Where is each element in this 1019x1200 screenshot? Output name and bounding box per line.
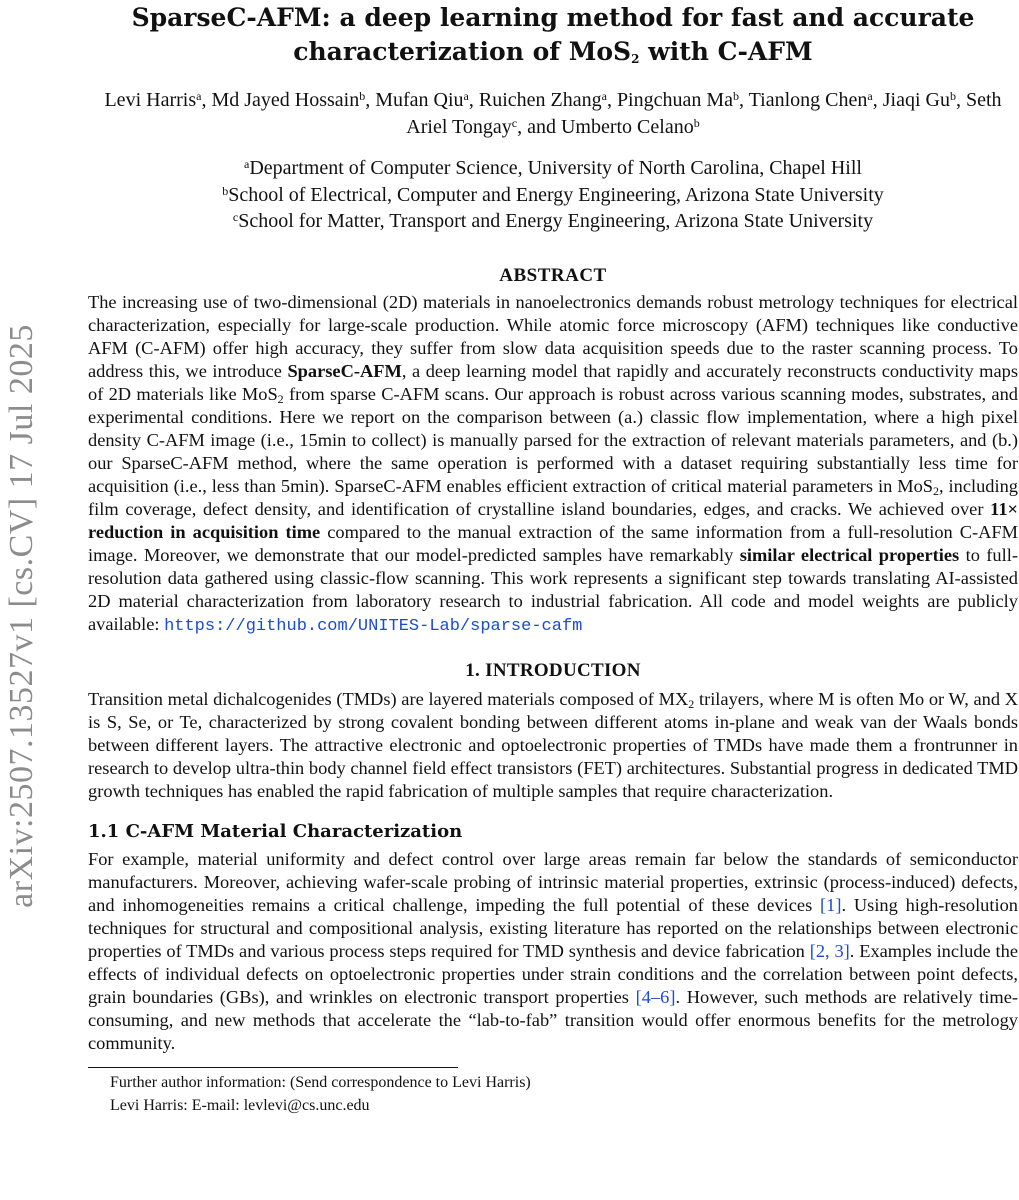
citation-link[interactable]: [4–6]	[635, 986, 676, 1007]
author-separator: ,	[201, 89, 212, 111]
author-affiliation-mark: a	[196, 89, 202, 103]
arxiv-watermark	[0, 0, 44, 1200]
author-affiliation-mark: a	[601, 89, 607, 103]
title-line-1: SparseC-AFM: a deep learning method for fast and accurate	[131, 3, 975, 32]
author-separator: , and	[517, 116, 561, 138]
affiliation-list	[88, 155, 1018, 235]
affiliation-text: Department of Computer Science, University of North Carolina, Chapel Hill	[249, 157, 862, 179]
subsection-heading: 1.1 C-AFM Material Characterization	[88, 820, 463, 842]
author-name: Ruichen Zhang	[478, 89, 602, 111]
author-separator: ,	[739, 89, 749, 111]
author-name: Tianlong Chen	[748, 89, 868, 111]
citation-link[interactable]: [2, 3]	[809, 940, 850, 961]
author-name: Jiaqi Gu	[882, 89, 950, 111]
abstract-text: The increasing use of two-dimensional (2D) materials in nanoelectronics demands robust metrology techniques for electrical characterization, especially for large-scale production. While atomic force microscopy (AFM) techniques like conductive AFM (C-AFM) offer high accuracy, they suffer from slow data acquisition speeds due to the raster scanning process. To address this, we introduce SparseC-AFM, a deep learning model that rapidly and accurately reconstructs conductivity maps of 2D materials like MoS$_2$ from sparse C-AFM scans. Our approach is robust across various scanning modes, substrates, and experimental conditions. Here we report on the comparison between (a.) classic flow implementation, where a high pixel density C-AFM image (i.e., 15min to collect) is manually parsed for the extraction of relevant materials parameters, and (b.) our SparseC-AFM method, where the same operation is performed with a dataset requiring substantially less time for acquisition (i.e., less than 5min). SparseC-AFM enables efficient extraction of critical material parameters in MoS$_2$, including film coverage, defect density, and identification of crystalline island boundaries, edges, and cracks. We achieved over 11× reduction in acquisition time compared to the manual extraction of the same information from a full-resolution C-AFM image. Moreover, we demonstrate that our model-predicted samples have remarkably similar electrical properties to full-resolution data gathered using classic-flow scanning. This work represents a significant step towards translating AI-assisted 2D material characterization from laboratory research to industrial fabrication. All code and model weights are publicly available: https://github.com/UNITES-Lab/sparse-cafm	[88, 291, 1019, 636]
footnote-divider	[88, 1067, 458, 1068]
author-separator: ,	[872, 89, 883, 111]
paper-page	[88, 0, 1018, 1117]
paper-title	[88, 1, 1018, 69]
author-affiliation-mark: b	[693, 116, 700, 130]
author-separator: ,	[606, 89, 617, 111]
author-name: Mufan Qiu	[375, 89, 464, 111]
affiliation-mark: c	[232, 210, 239, 224]
author-name: Seth Ariel Tongay	[406, 89, 1002, 138]
affiliation-mark: a	[244, 157, 250, 171]
affiliation-line	[88, 155, 1018, 182]
author-affiliation-mark: b	[949, 89, 956, 103]
affiliation-line	[88, 182, 1018, 209]
title-text-end: with C-AFM	[639, 37, 813, 66]
affiliation-mark: b	[222, 183, 229, 198]
author-affiliation-mark: a	[463, 89, 469, 103]
affiliation-text: School for Matter, Transport and Energy Engineering, Arizona State University	[238, 210, 874, 232]
author-affiliation-mark: a	[867, 89, 873, 103]
footnote-author-info: Further author information: (Send correspondence to Levi Harris)	[110, 1073, 531, 1091]
author-name: Umberto Celano	[560, 116, 694, 138]
author-name: Md Jayed Hossain	[211, 89, 360, 111]
title-line-2	[88, 35, 1018, 69]
section-heading-introduction: 1. INTRODUCTION	[465, 659, 641, 681]
author-name: Levi Harris	[104, 89, 197, 111]
author-list	[88, 87, 1018, 141]
author-separator: ,	[365, 89, 376, 111]
title-subscript: 2	[631, 52, 640, 66]
author-separator: ,	[955, 89, 966, 111]
author-separator: ,	[468, 89, 479, 111]
author-name: Pingchuan Ma	[616, 89, 734, 111]
citation-link[interactable]: [1]	[820, 894, 842, 915]
github-link[interactable]: https://github.com/UNITES-Lab/sparse-cafm	[164, 616, 583, 636]
author-affiliation-mark: b	[733, 89, 740, 103]
subsection-paragraph: For example, material uniformity and defect control over large areas remain far below the standards of semiconductor manufacturers. Moreover, achieving wafer-scale probing of intrinsic material properties, extrinsic (process-induced) defects, and inhomogeneities remains a critical challenge, impeding the full potential of these devices [1]. Using high-resolution techniques for structural and compositional analysis, existing literature has reported on the relationships between electronic properties of TMDs and various process steps required for TMD synthesis and device fabrication [2, 3]. Examples include the effects of individual defects on optoelectronic properties under strain conditions and the correlation between point defects, grain boundaries (GBs), and wrinkles on electronic transport properties [4–6]. However, such methods are relatively time-consuming, and new methods that accelerate the “lab-to-fab” transition would offer enormous benefits for the metrology community.	[88, 848, 1018, 1053]
abstract-heading: ABSTRACT	[499, 264, 607, 286]
author-affiliation-mark: c	[511, 116, 518, 130]
introduction-paragraph: Transition metal dichalcogenides (TMDs) are layered materials composed of $MX_2$ trilayers, where M is often Mo or W, and X is S, Se, or Te, characterized by strong covalent bonding between different atoms in-plane and weak van der Waals bonds between different layers. The attractive electronic and optoelectronic properties of TMDs have made them a frontrunner in research to develop ultra-thin body channel field effect transistors (FET) architectures. Substantial progress in dedicated TMD growth techniques has enabled the rapid fabrication of multiple samples that require characterization.	[88, 688, 1019, 801]
author-affiliation-mark: b	[359, 89, 366, 103]
arxiv-identifier: arXiv:2507.13527v1 [cs.CV] 17 Jul 2025	[3, 324, 40, 908]
affiliation-line	[88, 208, 1018, 235]
title-text: characterization of MoS	[293, 37, 632, 66]
footnote-email: Levi Harris: E-mail: levlevi@cs.unc.edu	[110, 1096, 370, 1114]
affiliation-text: School of Electrical, Computer and Energy Engineering, Arizona State University	[228, 183, 884, 206]
